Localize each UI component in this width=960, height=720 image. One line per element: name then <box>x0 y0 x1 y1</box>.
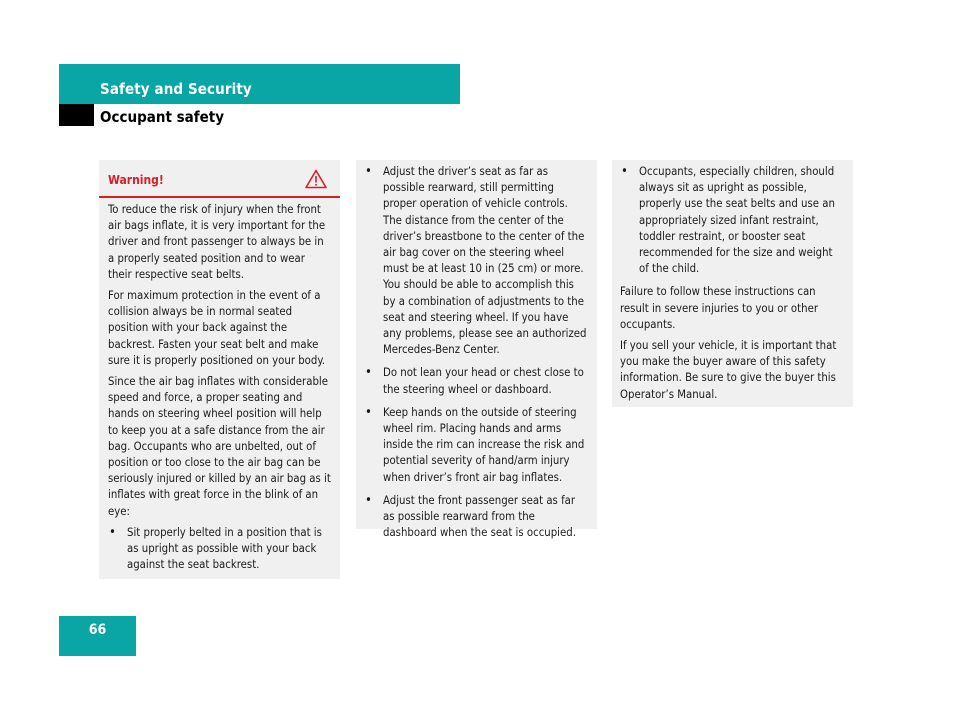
section-title: Safety and Security <box>100 80 252 98</box>
warning-paragraph: For maximum protection in the event of a collision always be in normal seated position with your back against the backrest. Fasten your seat belt and make sure it is properly positioned on your body. <box>108 289 325 367</box>
list-item: • Adjust the front passenger seat as far as possible rearward from the dashboard when the seat is occupied. <box>364 493 588 542</box>
list-item: • Adjust the driver’s seat as far as possible rearward, still permitting proper operation of vehicle controls. The distance from the center of the driver’s breastbone to the center of the air bag cover on the steering wheel must be at least 10 in (25 cm) or more. You should be able to accomplish this by a combination of adjustments to the seat and steering wheel. If you have any problems, please see an authorized Mercedes-Benz Center. <box>364 164 588 358</box>
warning-triangle-icon <box>305 169 327 189</box>
subsection-title: Occupant safety <box>100 108 225 126</box>
warning-box <box>99 160 340 579</box>
body-paragraph: Failure to follow these instructions can result in severe injuries to you or other occupants. <box>620 285 819 331</box>
page-number: 66 <box>88 622 107 638</box>
warning-bullet: • Sit properly belted in a position that is as upright as possible with your back against the seat backrest. <box>108 525 331 574</box>
page-number-box <box>59 616 136 656</box>
list-item: • Keep hands on the outside of steering wheel rim. Placing hands and arms inside the rim can increase the risk and potential severity of hand/arm injury when driver’s front air bag inflates. <box>364 405 588 486</box>
body-paragraph: If you sell your vehicle, it is important that you make the buyer aware of this safety information. Be sure to give the buyer this Operator’s Manual. <box>620 339 837 401</box>
warning-title: Warning! <box>108 173 164 187</box>
warning-body <box>99 198 340 573</box>
list-item: • Occupants, especially children, should always sit as upright as possible, properly use the seat belts and use an appropriately sized infant restraint, toddler restraint, or booster seat recommended for the size and weight of the child. <box>620 164 844 277</box>
instructions-column-2 <box>356 160 597 540</box>
subsection-marker <box>59 104 94 126</box>
warning-header <box>99 160 340 198</box>
warning-paragraph: Since the air bag inflates with considerable speed and force, a proper seating and hands on steering wheel position will help to keep you at a safe distance from the air bag. Occupants who are unbelted, out of position or too close to the air bag can be seriously injured or killed by an air bag as it inflates with great force in the blink of an eye: <box>108 375 331 518</box>
instructions-column-3 <box>612 160 853 407</box>
list-item: • Do not lean your head or chest close to the steering wheel or dashboard. <box>364 365 588 397</box>
warning-paragraph: To reduce the risk of injury when the front air bags inflate, it is very important for the driver and front passenger to always be in a properly seated position and to wear their respective seat belts. <box>108 203 326 281</box>
